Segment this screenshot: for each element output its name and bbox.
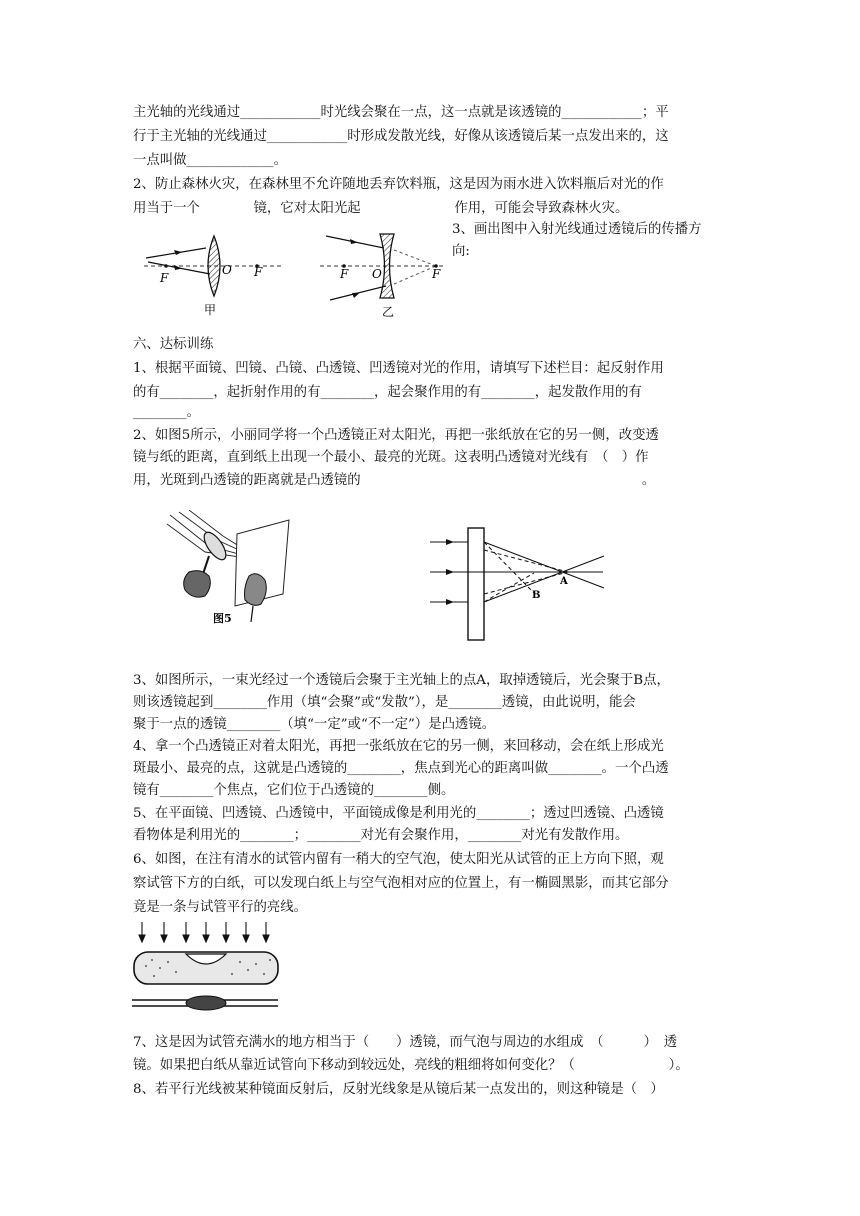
focus-label: F <box>254 265 263 279</box>
text-line: 行于主光轴的光线通过____________时形成发散光线，好像从该透镜后某一点发出来的，这 <box>133 129 669 144</box>
point-b-label: B <box>532 590 541 601</box>
text-line: 2、防止森林火灾，在森林里不允许随地丢弃饮料瓶，这是因为雨水进入饮料瓶后对光的作 <box>133 177 664 192</box>
lens-ab-diagram <box>428 520 608 648</box>
figure-5-lens-paper <box>165 510 295 660</box>
text-line: 6、如图，在注有清水的试管内留有一稍大的空气泡，使太阳光从试管的正上方向下照，观 <box>133 852 664 867</box>
test-tube-figure <box>130 920 280 1020</box>
text-line: ________。 <box>133 405 200 420</box>
question-3-text: 3、画出图中入射光线通过透镜后的传播方 <box>452 222 702 237</box>
text-line: 5、在平面镜、凹透镜、凸透镜中，平面镜成像是利用光的________；透过凹透镜、凸透镜 <box>133 806 664 821</box>
point-a-label: A <box>560 576 568 587</box>
text-line: 主光轴的光线通过____________时光线会聚在一点，这一点就是该透镜的____________；平 <box>133 105 669 120</box>
figure-caption-right: 乙 <box>382 305 395 319</box>
text-line: 看物体是利用光的________；________对光有会聚作用，________对光有发散作用。 <box>133 828 629 843</box>
text-line: 用当于一个 镜，它对太阳光起 作用，可能会导致森林火灾。 <box>133 201 629 216</box>
text-line: 竟是一条与试管平行的亮线。 <box>133 900 308 915</box>
concave-lens-figure <box>320 234 446 319</box>
lens-diagram <box>136 222 452 322</box>
focus-label: F <box>340 267 349 281</box>
text-line: 则该透镜起到________作用（填“会聚”或“发散”），是________透镜，由此说明，能会 <box>133 695 636 710</box>
text-line: 察试管下方的白纸，可以发现白纸上与空气泡相对应的位置上，有一椭圆黑影，而其它部分 <box>133 876 669 891</box>
center-label: O <box>222 263 232 277</box>
focus-label: F <box>160 271 169 285</box>
focus-label: F <box>432 267 441 281</box>
text-line: 8、若平行光线被某种镜面反射后，反射光线象是从镜后某一点发出的，则这种镜是（ ） <box>133 1082 664 1097</box>
text-line: 7、这是因为试管充满水的地方相当于（ ）透镜，而气泡与周边的水组成 （ ） 透 <box>133 1035 678 1050</box>
text-line: 1、根据平面镜、凹镜、凸镜、凸透镜、凹透镜对光的作用，请填写下述栏目：起反射作用 <box>133 361 664 376</box>
section-heading: 六、达标训练 <box>133 337 214 352</box>
convex-lens-figure <box>144 236 284 317</box>
figure-caption-left: 甲 <box>204 303 217 317</box>
text-line: 用，光斑到凸透镜的距离就是凸透镜的 。 <box>133 473 656 488</box>
question-3-text: 向: <box>452 244 470 259</box>
text-line: 镜。如果把白纸从靠近试管向下移动到较远处，亮线的粗细将如何变化？（ ）。 <box>133 1058 689 1073</box>
text-line: 聚于一点的透镜________（填“一定”或“不一定”）是凸透镜。 <box>133 717 496 732</box>
figure-5-caption: 图5 <box>213 612 232 625</box>
text-line: 2、如图5所示，小丽同学将一个凸透镜正对太阳光，再把一张纸放在它的另一侧，改变透 <box>133 428 659 443</box>
text-line: 镜有________个焦点，它们位于凸透镜的________侧。 <box>133 783 455 798</box>
text-line: 的有________，起折射作用的有________，起会聚作用的有________，起发散作用的有 <box>133 385 642 400</box>
text-line: 4、拿一个凸透镜正对着太阳光，再把一张纸放在它的另一侧，来回移动，会在纸上形成光 <box>133 739 664 754</box>
text-line: 一点叫做_____________。 <box>133 153 287 168</box>
text-line: 3、如图所示，一束光经过一个透镜后会聚于主光轴上的点A，取掉透镜后，光会聚于B点， <box>133 673 670 688</box>
text-line: 镜与纸的距离，直到纸上出现一个最小、最亮的光斑。这表明凸透镜对光线有 （ ）作 <box>133 450 649 465</box>
center-label: O <box>372 267 382 281</box>
text-line: 斑最小、最亮的点，这就是凸透镜的________，焦点到光心的距离叫做________。一个凸透 <box>133 761 669 776</box>
